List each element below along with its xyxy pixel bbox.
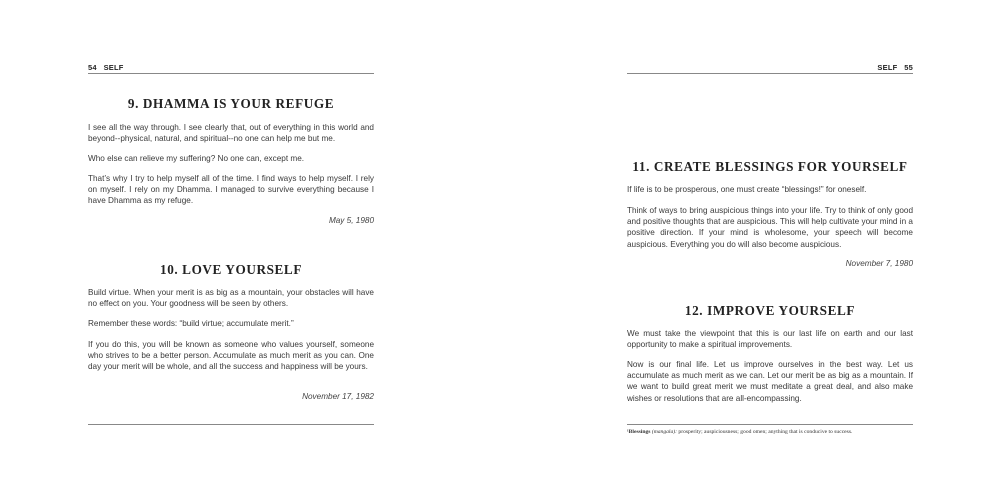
- section-9-paragraph-1: I see all the way through. I see clearly that, out of everything in this world and beyond--physical, natural, and spiritual--no one can help me but me.: [88, 123, 374, 144]
- section-10-paragraph-3: If you do this, you will be known as someone who values yourself, someone who strives to be a better person. Accumulate as much merit as you can. One day your merit will be whole, and all the success and happiness will be yours.: [88, 340, 374, 372]
- section-9-paragraph-2: Who else can relieve my suffering? No one can, except me.: [88, 154, 305, 163]
- section-10-date: November 17, 1982: [302, 392, 374, 401]
- section-11-date: November 7, 1980: [845, 259, 913, 268]
- section-11-title: 11. CREATE BLESSINGS FOR YOURSELF: [632, 159, 908, 174]
- footnote-rule: [627, 424, 913, 425]
- header-rule: [88, 73, 374, 74]
- section-10-paragraph-1: Build virtue. When your merit is as big as a mountain, your obstacles will have no effect on you. Your goodness will be seen by others.: [88, 288, 374, 309]
- right-page: [627, 0, 913, 500]
- section-10-title: 10. LOVE YOURSELF: [160, 262, 302, 277]
- section-9-date: May 5, 1980: [328, 216, 374, 225]
- section-12-title: 12. IMPROVE YOURSELF: [684, 303, 856, 318]
- section-9-title: 9. DHAMMA IS YOUR REFUGE: [127, 96, 335, 111]
- section-9-paragraph-3: That’s why I try to help myself all of the time. I find ways to help myself. I rely on myself. I rely on my Dhamma. I managed to survive everything because I have Dhamma as my refuge.: [88, 174, 374, 206]
- section-10-paragraph-2: Remember these words: “build virtue; accumulate merit.”: [88, 319, 294, 328]
- section-11-paragraph-2: Think of ways to bring auspicious things into your life. Try to think of only good and positive thoughts that are auspicious. This will help cultivate your mind in a positive direction. If your mind is wholesome, your speech will become auspicious. Everything you do will also become auspicious.: [627, 206, 913, 249]
- section-12-paragraph-2: Now is our final life. Let us improve ourselves in the best way. Let us accumulate as much merit as we can. Let our merit be as big as a mountain. If we want to build great merit we must meditate a great deal, and also make wishes or resolutions that are all-encompassing.: [627, 360, 913, 403]
- page-number: 55: [904, 63, 913, 72]
- header-rule: [627, 73, 913, 74]
- left-page: [88, 0, 374, 500]
- footnote-term: ¹Blessings: [627, 429, 651, 435]
- chapter-label: SELF: [877, 63, 898, 72]
- footnote-pali-term: (mangala):: [651, 429, 678, 435]
- right-running-header: [627, 63, 913, 72]
- left-running-header: [88, 63, 374, 72]
- page-number: 54: [88, 63, 97, 72]
- footnote-definition: prosperity; auspiciousness; good omen; anything that is conducive to success.: [678, 429, 853, 435]
- section-12-paragraph-1: We must take the viewpoint that this is our last life on earth and our last opportunity to make a spiritual improvements.: [627, 329, 913, 350]
- footnote: [627, 429, 913, 435]
- footer-rule: [88, 424, 374, 425]
- section-11-paragraph-1: If life is to be prosperous, one must create “blessings!” for oneself.: [627, 185, 867, 194]
- chapter-label: SELF: [103, 63, 124, 72]
